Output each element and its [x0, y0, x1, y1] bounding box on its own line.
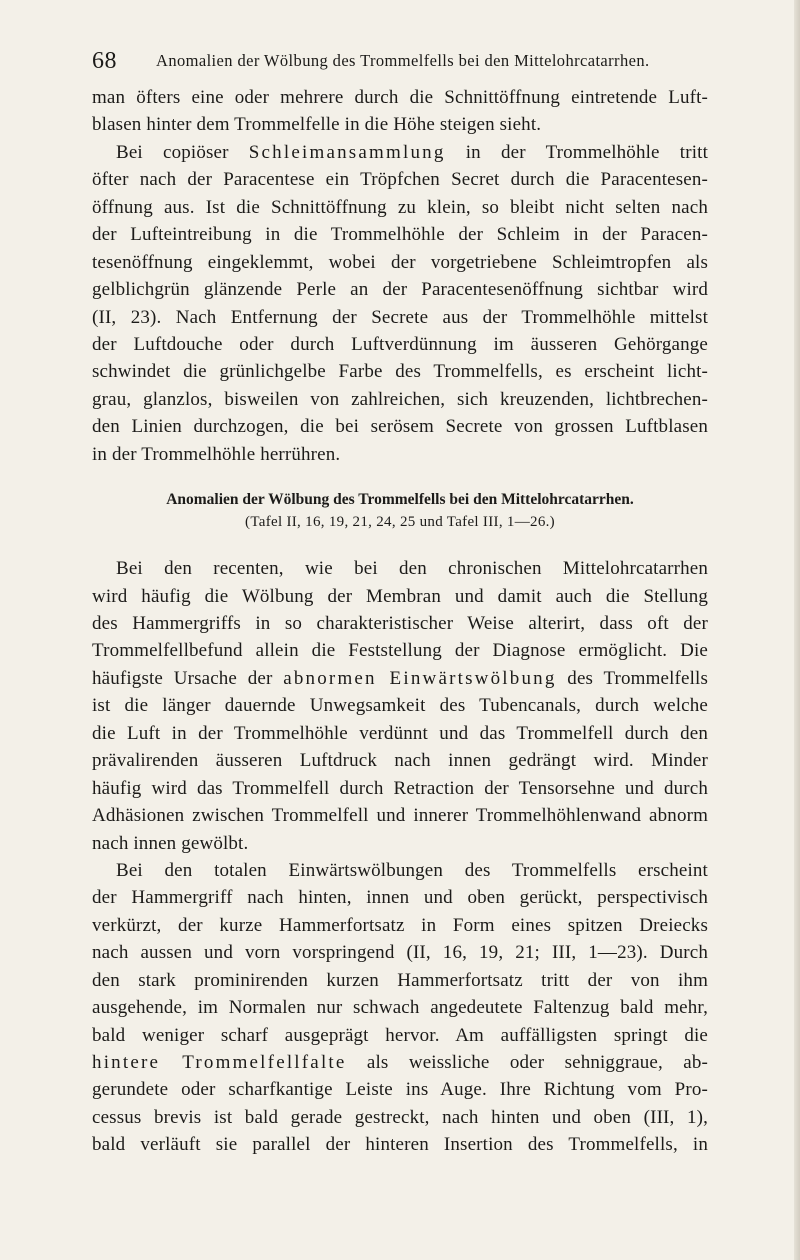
text-line: die Luft in der Trommelhöhle verdünnt und das Trommelfell durch den	[92, 722, 708, 744]
text-line: nach innen gewölbt.	[92, 832, 249, 854]
text-line: Bei den totalen Einwärtswölbungen des Trommelfells erscheint	[116, 859, 708, 881]
text-run: als weissliche oder sehniggraue, ab-	[346, 1052, 708, 1073]
text-line	[92, 139, 708, 166]
text-line: der Hammergriff nach hinten, innen und oben gerückt, perspectivisch	[92, 887, 708, 909]
text-line: häufig wird das Trommelfell durch Retraction der Tensorsehne und durch	[92, 777, 708, 799]
page-edge-shadow	[794, 0, 800, 1260]
text-run: Bei copiöser	[116, 141, 249, 163]
body-text	[92, 84, 708, 1159]
text-run: in der Trommelhöhle tritt	[445, 141, 708, 163]
text-line: öffnung aus. Ist die Schnittöffnung zu klein, so bleibt nicht selten nach	[92, 196, 708, 218]
page-number: 68	[92, 48, 117, 74]
text-line: in der Trommelhöhle herrühren.	[92, 443, 341, 465]
text-line: der Luftdouche oder durch Luftverdünnung im äusseren Gehörgange	[92, 333, 708, 355]
text-line: gelblichgrün glänzende Perle an der Paracentesenöffnung sichtbar wird	[92, 279, 708, 301]
section-heading: Anomalien der Wölbung des Trommelfells bei den Mittelohrcatarrhen.	[166, 491, 634, 509]
text-line: man öfters eine oder mehrere durch die Schnittöffnung eintretende Luft-	[92, 87, 708, 108]
text-line: bald verläuft sie parallel der hinteren Insertion des Trommelfells, in	[92, 1134, 708, 1156]
emphasized-term: abnormen Einwärtswölbung	[283, 667, 557, 689]
text-line: verkürzt, der kurze Hammerfortsatz in Form eines spitzen Dreiecks	[92, 914, 708, 936]
text-line	[92, 665, 708, 692]
paragraph-3	[92, 555, 708, 857]
text-line: der Lufteintreibung in die Trommelhöhle der Schleim in der Paracen-	[92, 224, 708, 246]
text-line: prävalirenden äusseren Luftdruck nach innen gedrängt wird. Minder	[92, 750, 708, 772]
text-run: häufigste Ursache der	[92, 667, 284, 689]
text-line: cessus brevis ist bald gerade gestreckt, nach hinten und oben (III, 1),	[92, 1106, 708, 1128]
paragraph-2	[92, 139, 708, 468]
section-plate-reference: (Tafel II, 16, 19, 21, 24, 25 und Tafel III, 1—26.)	[245, 514, 555, 531]
running-head	[92, 48, 732, 74]
text-line: öfter nach der Paracentese ein Tröpfchen Secret durch die Paracentesen-	[92, 169, 708, 191]
text-line: (II, 23). Nach Entfernung der Secrete aus der Trommelhöhle mittelst	[92, 306, 708, 328]
text-line: tesenöffnung eingeklemmt, wobei der vorgetriebene Schleimtropfen als	[92, 251, 708, 273]
text-line: Adhäsionen zwischen Trommelfell und innerer Trommelhöhlenwand abnorm	[92, 805, 708, 827]
text-line: gerundete oder scharfkantige Leiste ins Auge. Ihre Richtung vom Pro-	[92, 1079, 708, 1101]
emphasized-term: hintere Trommelfellfalte	[92, 1052, 347, 1073]
text-line: blasen hinter dem Trommelfelle in die Höhe steigen sieht.	[92, 114, 542, 136]
emphasized-term: Schleimansammlung	[248, 141, 446, 163]
text-line: ist die länger dauernde Unwegsamkeit des Tubencanals, durch welche	[92, 695, 708, 717]
text-line: den Linien durchzogen, die bei serösem Secrete von grossen Luftblasen	[92, 416, 708, 438]
paragraph-4	[92, 857, 708, 1159]
text-line: schwindet die grünlichgelbe Farbe des Trommelfells, es erscheint licht-	[92, 361, 708, 383]
text-line: grau, glanzlos, bisweilen von zahlreichen, sich kreuzenden, lichtbrechen-	[92, 388, 708, 410]
text-line: bald weniger scharf ausgeprägt hervor. Am auffälligsten springt die	[92, 1024, 708, 1046]
section-header	[92, 489, 708, 534]
running-head-title: Anomalien der Wölbung des Trommelfells bei den Mittelohrcatarrhen.	[156, 51, 650, 70]
text-line	[92, 1049, 708, 1076]
text-line: ausgehende, im Normalen nur schwach angedeutete Faltenzug bald mehr,	[92, 997, 708, 1019]
text-line: wird häufig die Wölbung der Membran und damit auch die Stellung	[92, 585, 708, 607]
text-line: Bei den recenten, wie bei den chronischen Mittelohrcatarrhen	[116, 558, 708, 580]
text-line: des Hammergriffs in so charakteristischer Weise alterirt, dass oft der	[92, 613, 708, 634]
text-line: den stark prominirenden kurzen Hammerfortsatz tritt der von ihm	[92, 969, 708, 991]
text-line: nach aussen und vorn vorspringend (II, 16, 19, 21; III, 1—23). Durch	[92, 942, 708, 964]
text-line: Trommelfellbefund allein die Feststellung der Diagnose ermöglicht. Die	[92, 640, 708, 662]
text-run: des Trommelfells	[556, 667, 709, 689]
paragraph-1	[92, 84, 708, 139]
